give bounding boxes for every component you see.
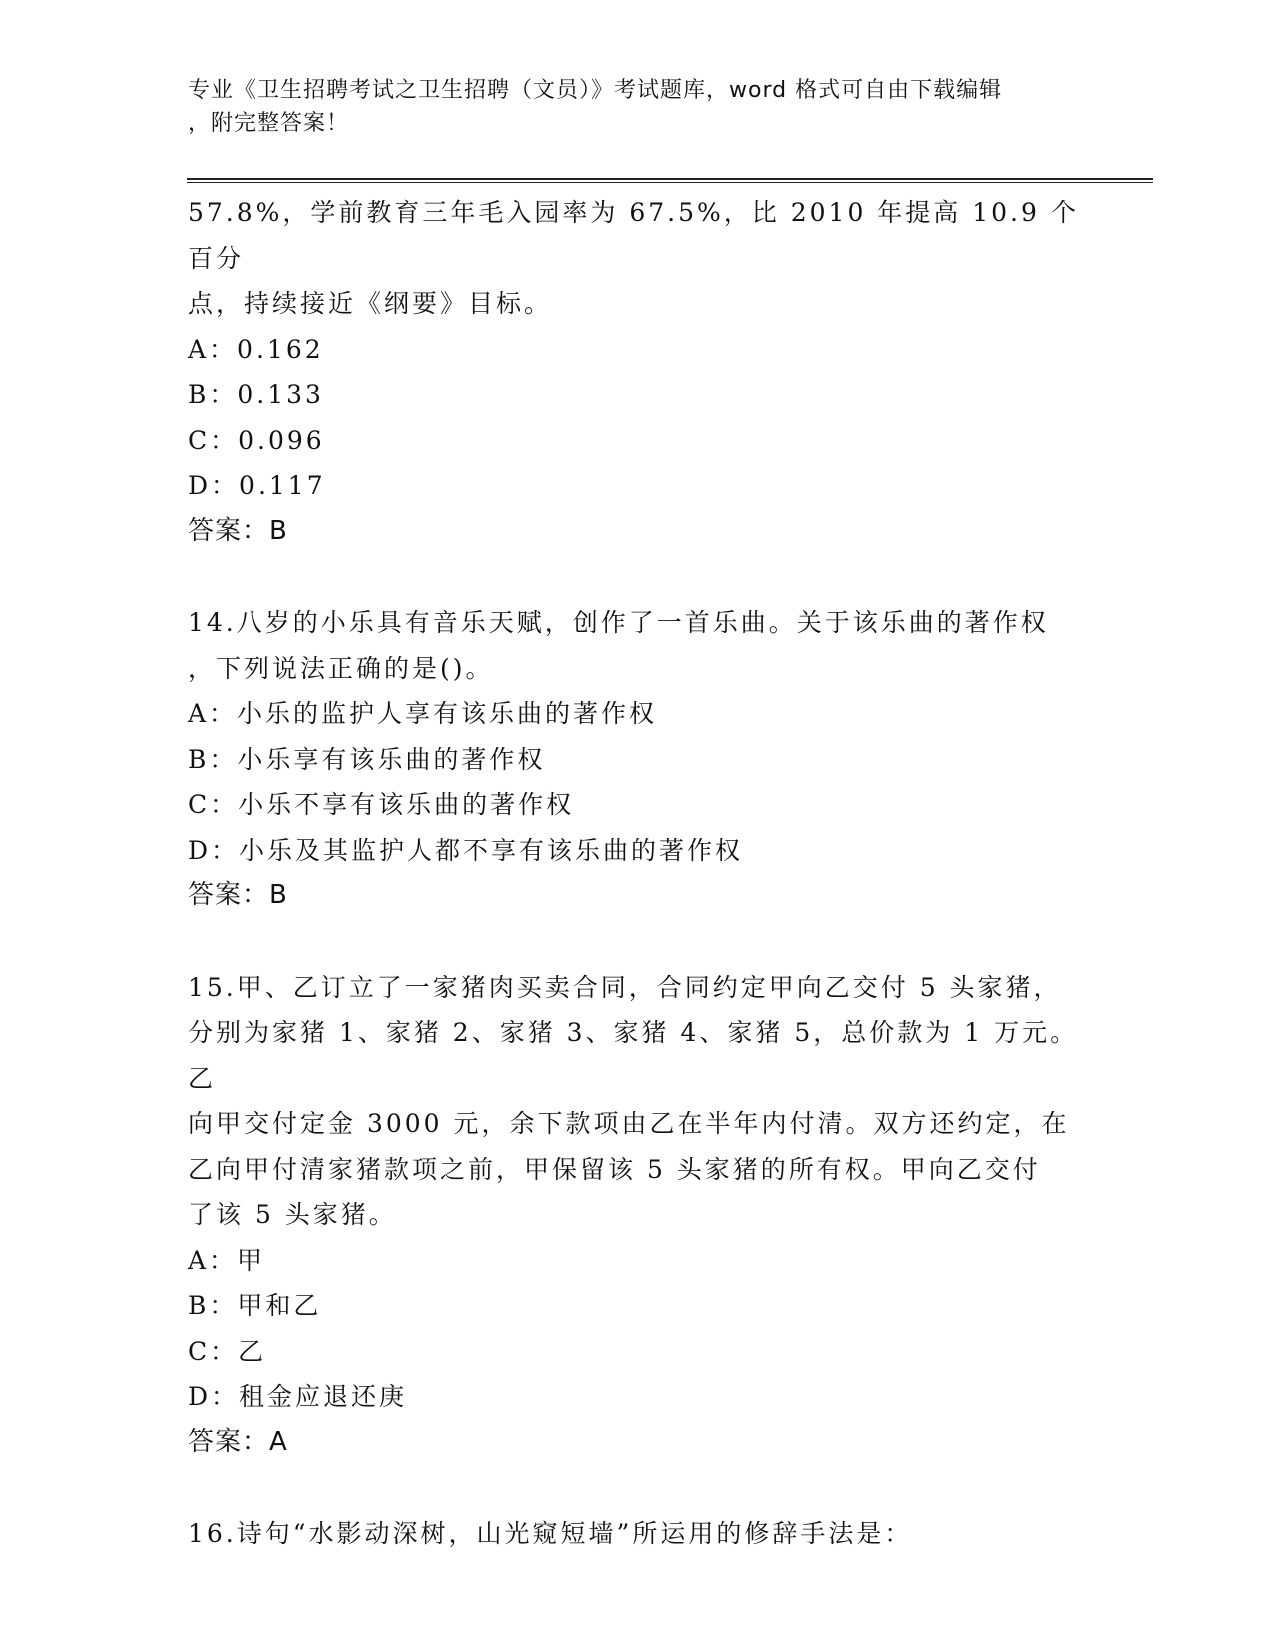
option-a: A：小乐的监护人享有该乐曲的著作权 xyxy=(188,699,658,728)
header-rule-thick xyxy=(187,178,1153,180)
option-b: B：0.133 xyxy=(188,380,324,409)
option-d: D：租金应退还庚 xyxy=(188,1382,408,1411)
question-16 xyxy=(188,1511,1088,1557)
answer-line: 答案：B xyxy=(188,515,288,546)
option-d: D：小乐及其监护人都不享有该乐曲的著作权 xyxy=(188,835,744,865)
header-rule-thin xyxy=(187,182,1153,183)
answer-line: 答案：B xyxy=(188,880,288,910)
question-text-line: 15.甲、乙订立了一家猪肉买卖合同，合同约定甲向乙交付 5 头家猪， xyxy=(188,972,1062,1002)
question-text-line: 向甲交付定金 3000 元，余下款项由乙在半年内付清。双方还约定，在 xyxy=(188,1109,1070,1138)
question-text-line: 点，持续接近《纲要》目标。 xyxy=(188,289,553,318)
question-text-line: 16.诗句“水影动深树，山光窥短墙”所运用的修辞手法是： xyxy=(188,1519,913,1548)
question-text-line: 分别为家猪 1、家猪 2、家猪 3、家猪 4、家猪 5，总价款为 1 万元。乙 xyxy=(188,1018,1079,1093)
question-text-line: 了该 5 头家猪。 xyxy=(188,1200,397,1229)
answer-line: 答案：A xyxy=(188,1426,288,1457)
spacer xyxy=(188,1465,1088,1511)
question-text-line: 14.八岁的小乐具有音乐天赋，创作了一首乐曲。关于该乐曲的著作权 xyxy=(188,608,1049,637)
option-b: B：小乐享有该乐曲的著作权 xyxy=(188,744,546,774)
header-line-1: 专业《卫生招聘考试之卫生招聘（文员）》考试题库，word 格式可自由下载编辑 xyxy=(188,78,1003,103)
question-13 xyxy=(188,190,1088,554)
question-text-line: 乙向甲付清家猪款项之前，甲保留该 5 头家猪的所有权。甲向乙交付 xyxy=(188,1154,1041,1184)
option-a: A：0.162 xyxy=(188,334,324,364)
option-c: C：乙 xyxy=(188,1336,267,1366)
spacer xyxy=(188,554,1088,600)
header-line-2: ，附完整答案！ xyxy=(188,111,350,136)
option-a: A：甲 xyxy=(188,1245,266,1275)
question-14 xyxy=(188,600,1088,919)
option-c: C：小乐不享有该乐曲的著作权 xyxy=(188,790,575,819)
question-text-line: ，下列说法正确的是()。 xyxy=(188,653,494,683)
question-list xyxy=(188,190,1088,1557)
document-header xyxy=(188,74,1068,140)
question-15 xyxy=(188,965,1088,1466)
option-d: D：0.117 xyxy=(188,471,326,500)
option-c: C：0.096 xyxy=(188,425,325,455)
option-b: B：甲和乙 xyxy=(188,1291,322,1320)
question-text-line: 57.8%，学前教育三年毛入园率为 67.5%，比 2010 年提高 10.9 个百分 xyxy=(188,198,1079,273)
spacer xyxy=(188,919,1088,965)
